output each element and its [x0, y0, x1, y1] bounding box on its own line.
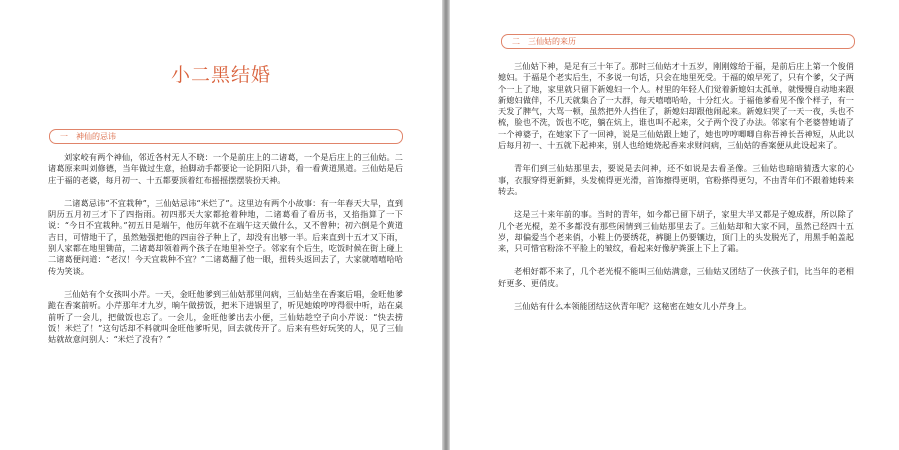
- paragraph: 这是三十来年前的事。当时的青年，如今都已留下胡子，家里大半又都是子媳成群，所以除了几个老光棍，差不多都没有那些闲情到三仙姑那里去了。三仙姑却和大家不同，虽然已经四十五岁，却偏爱当个老来俏，小鞋上仍要绣花，裤腿上仍要镶边，顶门上的头发脱光了，用黑手帕盖起来，只可惜官粉涂不平脸上的皱纹，看起来好像驴粪蛋上下上了霜。: [498, 209, 854, 254]
- page-gutter: [442, 0, 450, 450]
- right-page: [450, 0, 899, 450]
- section-heading-2: 二 三仙姑的来历: [501, 34, 855, 49]
- right-page-body: [498, 61, 854, 324]
- paragraph: 青年们到三仙姑那里去，要说是去问神，还不如说是去看圣像。三仙姑也暗暗猜透大家的心事，衣服穿得更新鲜，头发梳得更光滑，首饰擦得更明，官粉搽得更匀，不由青年们不跟着她转来转去。: [498, 163, 854, 196]
- document-title: 小二黑结婚: [170, 64, 271, 86]
- paragraph: 三仙姑下神，是足有三十年了。那时三仙姑才十五岁，刚刚嫁给于福，是前后庄上第一个俊俏媳妇。于福是个老实后生，不多说一句话，只会在地里死受。于福的娘早死了，只有个爹，父子两个一上了地，家里就只留下新媳妇一个人。村里的年轻人们觉着新媳妇太孤单，就慢慢自动地来跟新媳妇做伴，不几天就集合了一大群，每天嘻嘻哈哈，十分红火。于福他爹看见不像个样子，有一天发了脾气，大骂一顿，虽然把外人挡住了，新媳妇却跟他闹起来。新媳妇哭了一天一夜，头也不梳，脸也不洗，饭也不吃，躺在炕上，谁也叫不起来，父子两个没了办法。邻家有个老婆替她请了一个神婆子，在她家下了一回神，说是三仙姑跟上她了，她也哼哼唧唧自称吾神长吾神短，从此以后每月初一、十五就下起神来，别人也给她烧起香来求财问病，三仙姑的香案便从此设起来了。: [498, 61, 854, 151]
- paragraph: 三仙姑有什么本领能团结这伙青年呢？这秘密在她女儿小芹身上。: [514, 301, 752, 312]
- paragraph: 二诸葛忌讳“不宜栽种”，三仙姑忌讳“米烂了”。这里边有两个小故事：有一年春天大旱，直到阴历五月初三才下了四指雨。初四那天大家都抢着种地，二诸葛看了看历书，又掐指算了一下说：“今日不宜栽种。”初五日是端午，他历年就不在端午这天做什么，又不曾种；初六倒是个黄道吉日，可惜地干了，虽然勉强把他的四亩谷子种上了，却没有出够一半。后来直到十五才又下雨，别人家都在地里锄苗，二诸葛却领着两个孩子在地里补空子。邻家有个后生，吃饭时候在街上碰上二诸葛便问道：“老汉！今天宜栽种不宜？”二诸葛翻了他一眼，扭转头返回去了，大家就嘻嘻哈哈传为笑谈。: [48, 197, 403, 276]
- paragraph: 三仙姑有个女孩叫小芹。一天，金旺他爹到三仙姑那里问病，三仙姑坐在香案后唱，金旺他爹跪在香案前听。小芹那年才九岁，晌午做捞饭，把米下进锅里了，听见她娘哼哼得很中听，站在桌前听了一会儿，把做饭也忘了。一会儿，金旺他爹出去小便，三仙姑趁空子向小芹说：“快去捞饭！米烂了！”这句话却不料就叫金旺他爹听见，回去就传开了。后来有些好玩笑的人，见了三仙姑就故意问别人：“米烂了没有？”: [48, 288, 403, 345]
- paragraph: 刘家峧有两个神仙，邻近各村无人不晓：一个是前庄上的二诸葛，一个是后庄上的三仙姑。二诸葛原来叫刘修德，当年做过生意，抬脚动手都要论一论阴阳八卦，看一看黄道黑道。三仙姑是后庄于福的老婆，每月初一、十五都要顶着红布摇摇摆摆装扮天神。: [48, 152, 403, 185]
- paragraph: 老相好都不来了，几个老光棍不能叫三仙姑满意，三仙姑又团结了一伙孩子们，比当年的老相好更多、更俏皮。: [498, 266, 854, 288]
- section-heading-1: 一 神仙的忌讳: [49, 129, 403, 144]
- left-page-body: [48, 152, 403, 357]
- left-page: [0, 0, 442, 450]
